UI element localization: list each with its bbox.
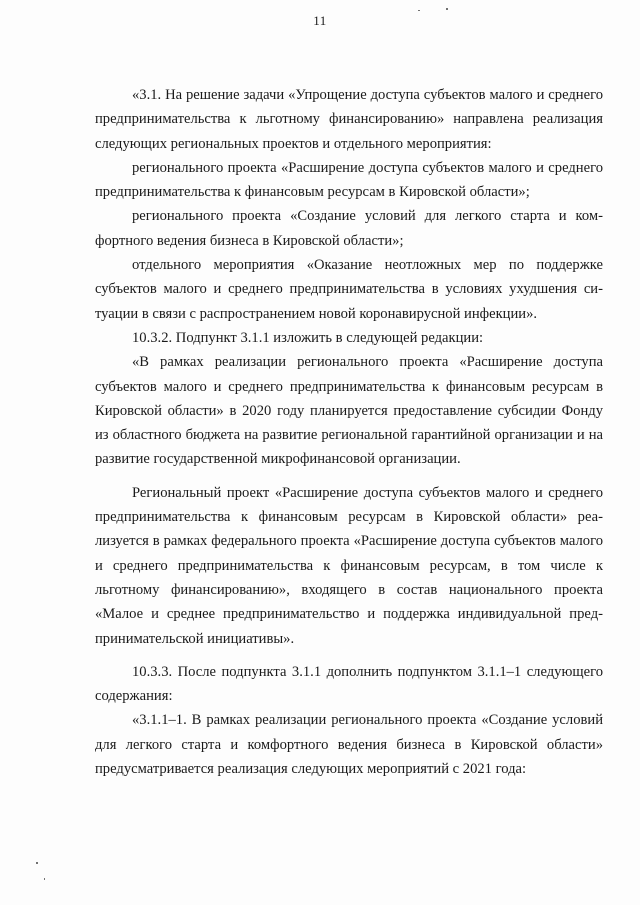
paragraph-regional-project-business-start: регионального проекта «Создание условий для легкого старта и комфортного ведения бизнеса в Кировской области»; <box>95 208 603 249</box>
scan-speck <box>44 878 45 880</box>
paragraph-3-1: «3.1. На решение задачи «Упрощение доступа субъектов малого и среднего предпринимательства к льготному финансированию» направлена реализация следующих региональных проектов и отдельного мероприятия: <box>95 87 603 152</box>
paragraph-regional-project-description: Региональный проект «Расширение доступа субъектов малого и среднего предпринимательства к финансовым ресурсам в Кировской области» реализуется в рамках федерального проекта «Расширение доступа субъектов малого и среднего предпринимательства к финансовым ресурсам, в том числе к льготному финансированию», входящего в состав национального проекта «Малое и среднее предпринимательство и поддержка индивидуальной предпринимательской инициативы». <box>95 484 603 647</box>
paragraph-3-1-1-1: «3.1.1–1. В рамках реализации регионального проекта «Создание условий для легкого старта и комфортного ведения бизнеса в Кировской области» предусматривается реализация следующих мероприятий с 2021 года: <box>95 712 603 778</box>
scan-speck <box>418 10 420 11</box>
document-body <box>95 83 603 781</box>
paragraph-separate-measure: отдельного мероприятия «Оказание неотложных мер по поддержке субъектов малого и среднего предпринимательства в условиях ухудшения ситуации в связи с распространением новой коронавирусной инфекции». <box>95 257 603 322</box>
page-number: 11 <box>313 13 327 28</box>
scan-speck <box>36 862 38 864</box>
scan-speck <box>446 8 448 10</box>
paragraph-regional-project-finance: регионального проекта «Расширение доступа субъектов малого и среднего предпринимательства к финансовым ресурсам в Кировской области»; <box>95 159 603 201</box>
paragraph-10-3-2: 10.3.2. Подпункт 3.1.1 изложить в следующей редакции: <box>132 329 484 346</box>
paragraph-3-1-1-text: «В рамках реализации регионального проекта «Расширение доступа субъектов малого и среднего предпринимательства к финансовым ресурсам в Кировской области» в 2020 году планируется предоставление субсидии Фонду из областного бюджета на развитие региональной гарантийной организации и на развитие государственной микрофинансовой организации. <box>95 354 603 468</box>
paragraph-10-3-3: 10.3.3. После подпункта 3.1.1 дополнить подпунктом 3.1.1–1 следующего содержания: <box>95 663 603 705</box>
